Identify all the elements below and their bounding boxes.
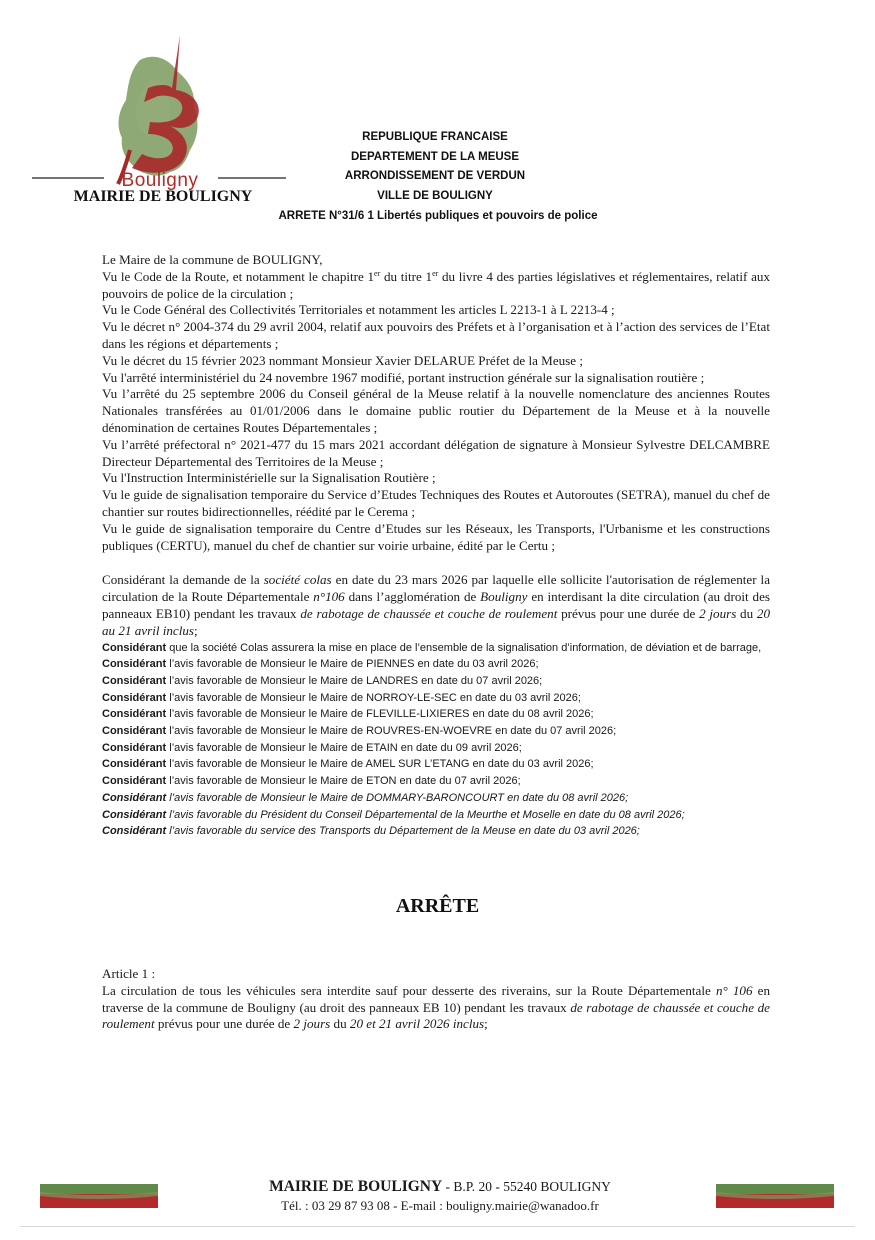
footer bbox=[180, 1178, 700, 1214]
mairie-title: MAIRIE DE BOULIGNY bbox=[73, 188, 253, 205]
visa-setra: Vu le guide de signalisation temporaire du Service d’Etudes Techniques des Routes et Autoroutes (SETRA), manuel du chef de chantier sur routes bidirectionnelles, réédité par le Cerema ; bbox=[102, 487, 770, 519]
bouligny-logo bbox=[30, 30, 290, 210]
bottom-rule bbox=[20, 1226, 855, 1227]
arrete-number: ARRETE N°31/6 1 Libertés publiques et pouvoirs de police bbox=[278, 210, 598, 222]
article-1-heading: Article 1 : bbox=[102, 966, 156, 981]
intro-line: Le Maire de la commune de BOULIGNY, bbox=[102, 252, 323, 267]
footer-address-line: MAIRIE DE BOULIGNY - B.P. 20 - 55240 BOULIGNY bbox=[269, 1178, 611, 1195]
considerant-item: Considérant l’avis favorable de Monsieur le Maire de DOMMARY-BARONCOURT en date du 08 avril 2026; bbox=[102, 791, 629, 804]
header-arrondissement: ARRONDISSEMENT DE VERDUN bbox=[344, 170, 526, 182]
visa-code-route: Vu le Code de la Route, et notamment le chapitre 1er du titre 1er du livre 4 des parties législatives et réglementaires, relatif aux pouvoirs de police de la circulation ; bbox=[102, 268, 770, 301]
document-body bbox=[102, 252, 770, 840]
visa-arrete-2006: Vu l’arrêté du 25 septembre 2006 du Conseil général de la Meuse relatif à la nouvelle nomenclature des anciennes Routes Nationales transférées au 01/01/2006 dans le domaine public routier du Département de la Meuse et à la nouvelle dénomination de certaines Routes Départementales ; bbox=[102, 386, 770, 435]
header-ville: VILLE DE BOULIGNY bbox=[377, 189, 493, 202]
considerant-item: Considérant l’avis favorable de Monsieur le Maire de ETON en date du 07 avril 2026; bbox=[102, 775, 521, 788]
visa-arrete-1967: Vu l'arrêté interministériel du 24 novembre 1967 modifié, portant instruction générale sur la signalisation routière ; bbox=[102, 369, 705, 385]
header-departement: DEPARTEMENT DE LA MEUSE bbox=[350, 150, 520, 163]
considerant-item: Considérant l’avis favorable de Monsieur le Maire de AMEL SUR L’ETANG en date du 03 avril 2026; bbox=[102, 758, 594, 771]
considerant-item: Considérant l’avis favorable de Monsieur le Maire de FLEVILLE-LIXIERES en date du 08 avril 2026; bbox=[102, 708, 594, 721]
footer-flag-left-icon bbox=[40, 1184, 158, 1208]
considerant-item: Considérant l’avis favorable de Monsieur le Maire de PIENNES en date du 03 avril 2026; bbox=[102, 658, 539, 671]
official-header bbox=[300, 128, 570, 206]
arrete-title: ARRÊTE bbox=[395, 895, 480, 917]
considerant-item: Considérant l’avis favorable de Monsieur le Maire de ETAIN en date du 09 avril 2026; bbox=[102, 741, 522, 754]
article-1-text: La circulation de tous les véhicules sera interdite sauf pour desserte des riverains, sur la Route Départementale n° 106 en traverse de la commune de Bouligny (au droit des panneaux EB 10) pendant les travaux de rabotage de chaussée et couche de roulement prévus pour une durée de 2 jours du 20 et 21 avril 2026 inclus; bbox=[102, 982, 770, 1032]
considerant-item: Considérant l’avis favorable du service des Transports du Département de la Meuse en date du 03 avril 2026; bbox=[102, 825, 640, 838]
considerant-item: Considérant l’avis favorable de Monsieur le Maire de ROUVRES-EN-WOEVRE en date du 07 avril 2026; bbox=[102, 725, 617, 738]
considerant-item: Considérant l’avis favorable de Monsieur le Maire de LANDRES en date du 07 avril 2026; bbox=[102, 674, 543, 687]
considerant-item: Considérant que la société Colas assurera la mise en place de l’ensemble de la signalisation d’information, de déviation et de barrage, bbox=[102, 641, 762, 654]
considerant-item: Considérant l’avis favorable du Président du Conseil Départemental de la Meurthe et Moselle en date du 08 avril 2026; bbox=[102, 808, 685, 821]
visa-instruction: Vu l'Instruction Interministérielle sur la Signalisation Routière ; bbox=[102, 470, 436, 486]
footer-contact-line: Tél. : 03 29 87 93 08 - E-mail : bouligny.mairie@wanadoo.fr bbox=[281, 1198, 599, 1213]
article-1 bbox=[102, 966, 770, 1033]
visa-decret-2004: Vu le décret n° 2004-374 du 29 avril 2004, relatif aux pouvoirs des Préfets et à l’organisation et à l’action des services de l’Etat dans les régions et départements ; bbox=[102, 319, 770, 351]
visa-arrete-2021: Vu l’arrêté préfectoral n° 2021-477 du 15 mars 2021 accordant délégation de signature à Monsieur Sylvestre DELCAMBRE Directeur Départemental des Territoires de la Meuse ; bbox=[102, 436, 770, 469]
considerant-item: Considérant l’avis favorable de Monsieur le Maire de NORROY-LE-SEC en date du 03 avril 2026; bbox=[102, 691, 581, 704]
footer-flag-right-icon bbox=[716, 1184, 834, 1208]
considerant-main: Considérant la demande de la société colas en date du 23 mars 2026 par laquelle elle sollicite l'autorisation de réglementer la circulation de la Route Départementale n°106 dans l’agglomération de Bouligny en interdisant la dite circulation (au droit des panneaux EB10) pendant les travaux de rabotage de chaussée et couche de roulement prévus pour une durée de 2 jours du 20 au 21 avril inclus; bbox=[102, 572, 771, 638]
header-republique: REPUBLIQUE FRANCAISE bbox=[362, 131, 508, 143]
visa-decret-2023: Vu le décret du 15 février 2023 nommant Monsieur Xavier DELARUE Préfet de la Meuse ; bbox=[102, 352, 583, 368]
visa-certu: Vu le guide de signalisation temporaire du Centre d’Etudes sur les Réseaux, les Transports, l'Urbanisme et les constructions publiques (CERTU), manuel du chef de chantier sur voirie urbaine, édité par le Certu ; bbox=[102, 520, 770, 553]
logo-brand-text: Bouligny bbox=[121, 170, 199, 191]
visa-cgct: Vu le Code Général des Collectivités Territoriales et notamment les articles L 2213-1 à L 2213-4 ; bbox=[102, 302, 615, 318]
